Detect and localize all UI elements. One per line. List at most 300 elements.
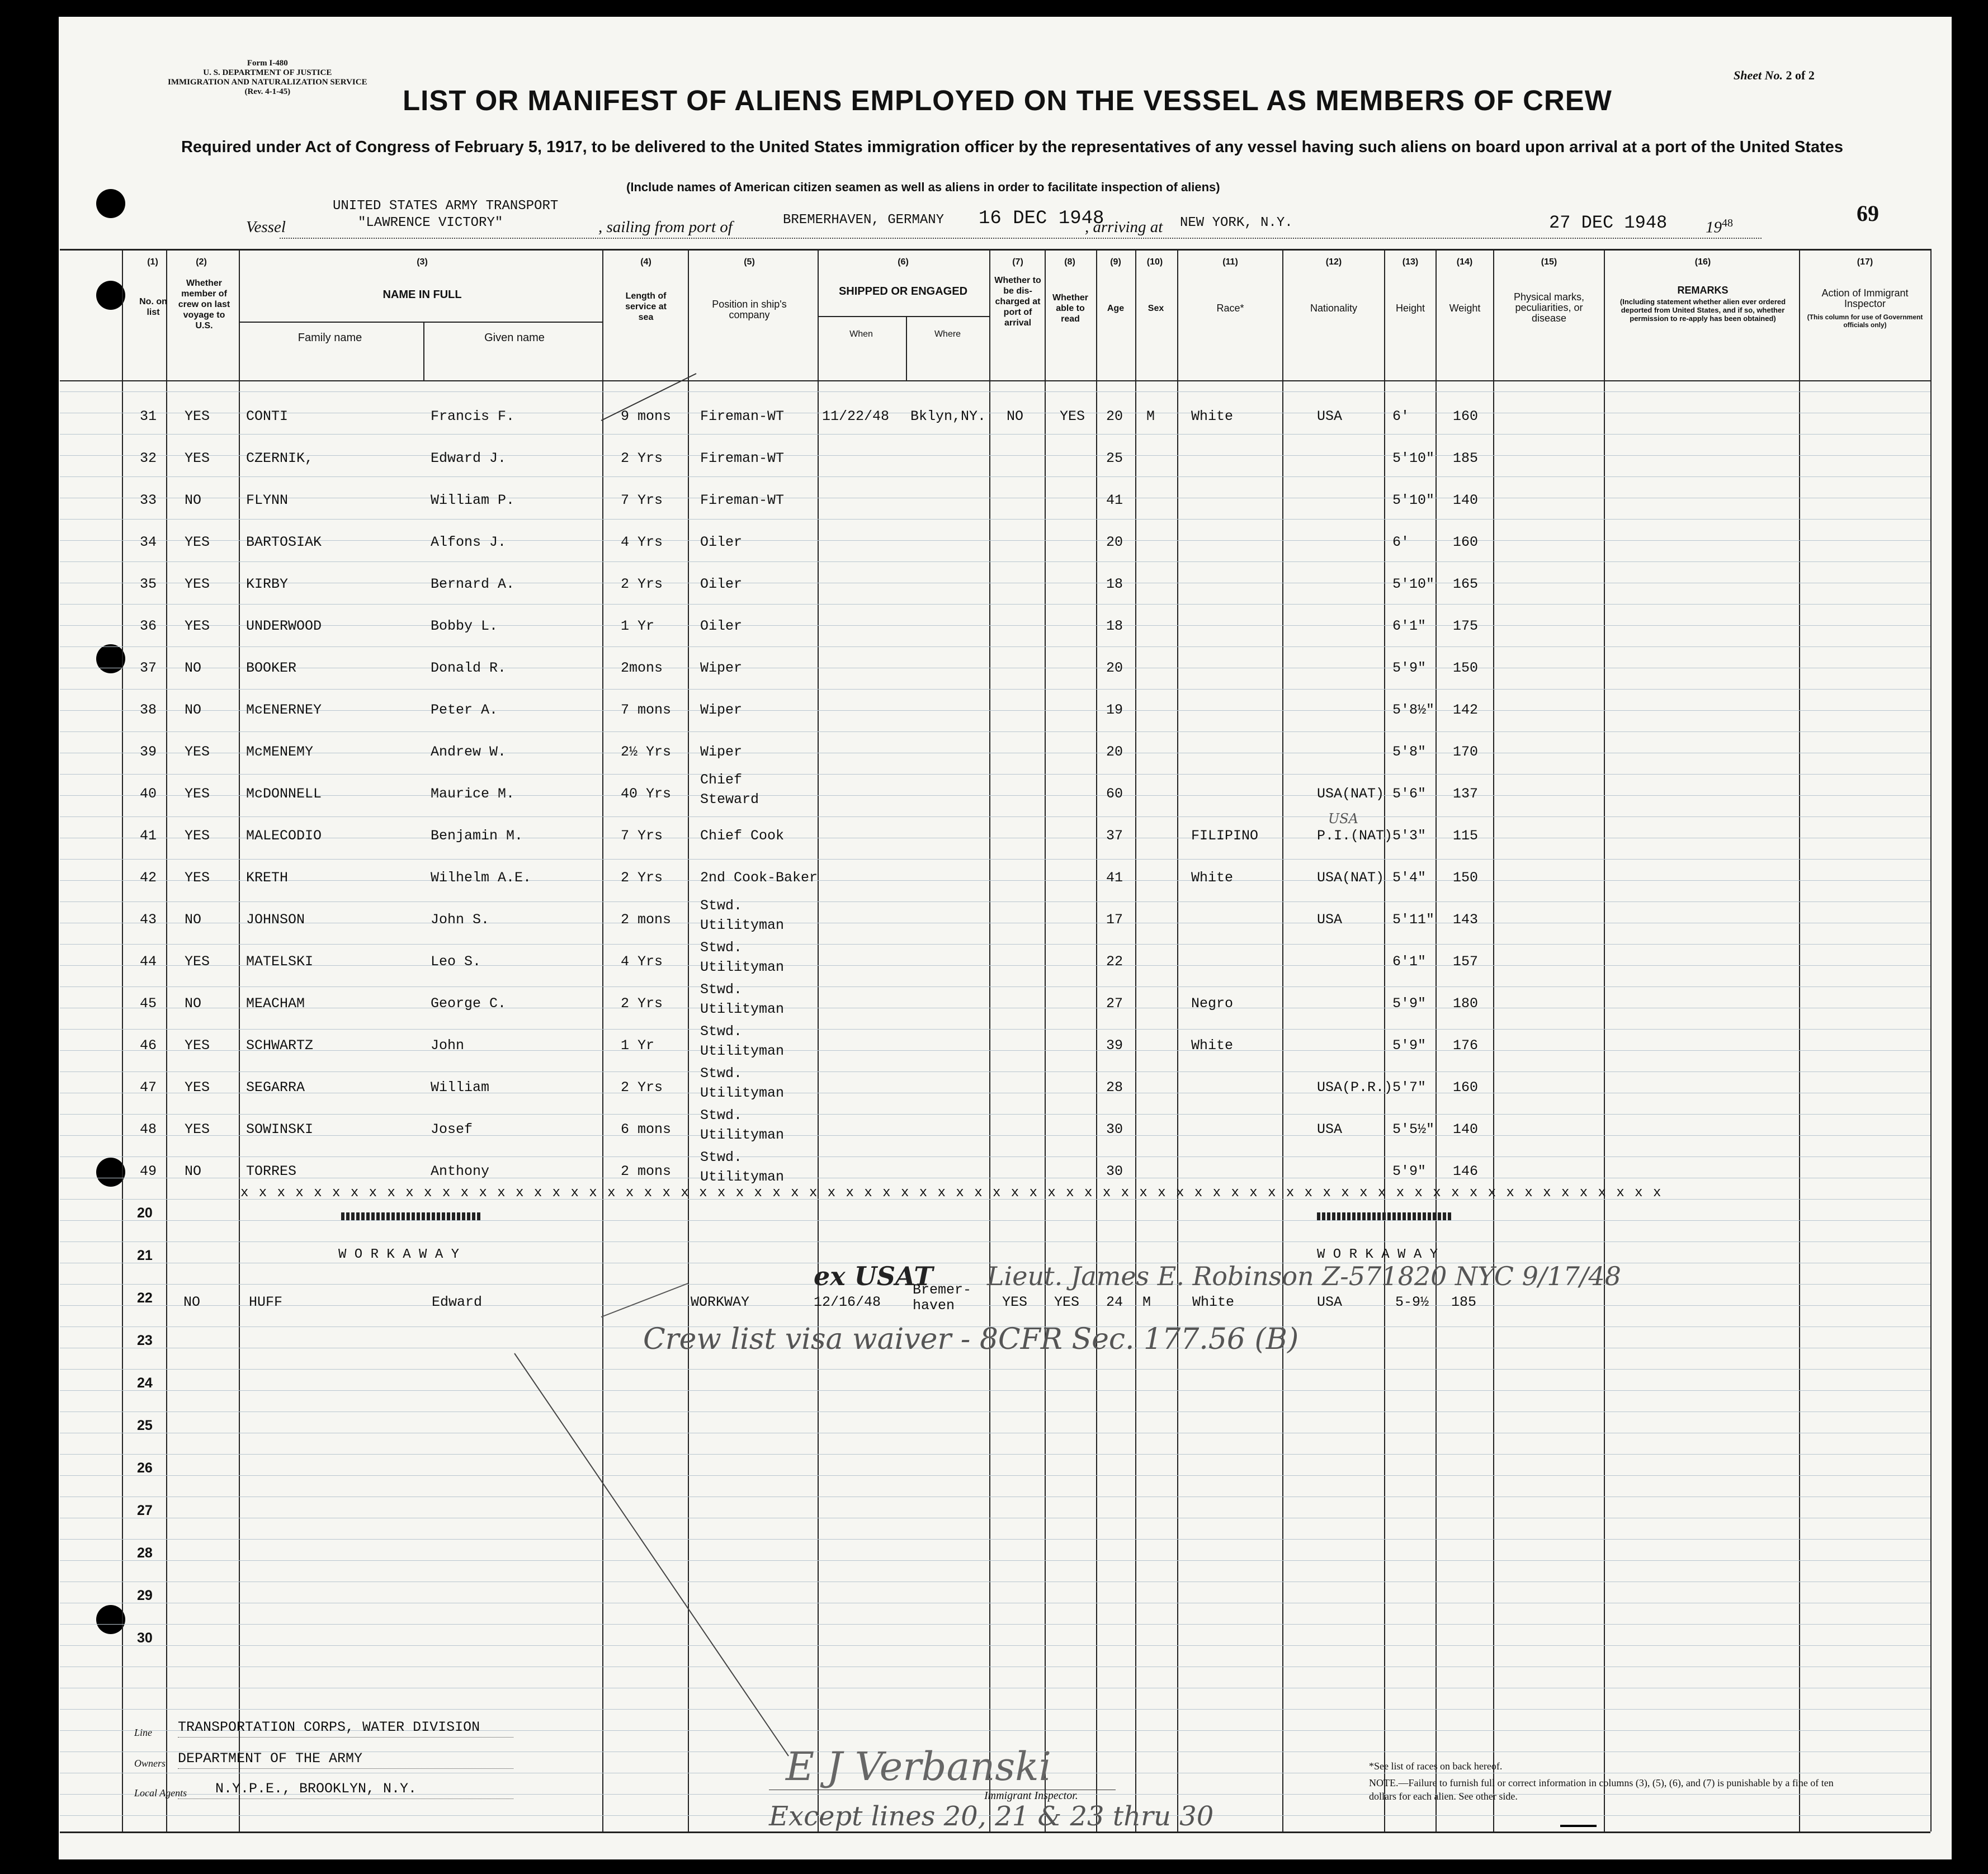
- row-weight: 150: [1453, 870, 1479, 886]
- row-age: 41: [1106, 492, 1123, 508]
- row-age: 18: [1106, 618, 1123, 634]
- row-no: 44: [140, 953, 157, 970]
- row-weight: 180: [1453, 995, 1479, 1012]
- row-service: 4 Yrs: [621, 534, 663, 550]
- remark-handwritten-1: Lieut. James E. Robinson Z-571820 NYC 9/17/48: [987, 1261, 1621, 1291]
- remark-handwritten-2: Crew list visa waiver - 8CFR Sec. 177.56 (B): [643, 1323, 1299, 1356]
- col15-header: Physical marks, peculiarities, or disease: [1513, 291, 1585, 324]
- blank-row-number: 22: [137, 1290, 153, 1306]
- workaway-label-right: W O R K A W A Y: [1317, 1247, 1438, 1262]
- row-given: Wilhelm A.E.: [431, 870, 532, 886]
- inspector-signature: E J Verbanski: [786, 1744, 1052, 1790]
- blank-row-number: 25: [137, 1418, 153, 1433]
- position-line: Stwd.: [700, 1023, 743, 1040]
- page-title: LIST OR MANIFEST OF ALIENS EMPLOYED ON THE VESSEL AS MEMBERS OF CREW: [403, 84, 1612, 116]
- given-name-header: Given name: [484, 332, 545, 344]
- sailing-date-stamp: 16 DEC 1948: [979, 208, 1104, 229]
- row-given: Alfons J.: [431, 534, 507, 550]
- col17-header: Action of Immigrant Inspector: [1821, 287, 1909, 309]
- workaway-race: White: [1192, 1294, 1235, 1310]
- row-crew: YES: [185, 744, 210, 760]
- blank-row-number: 21: [137, 1248, 153, 1263]
- position-line: Chief: [700, 772, 743, 788]
- row-no: 32: [140, 450, 157, 466]
- row-weight: 150: [1453, 660, 1479, 676]
- shipped-when-header: When: [849, 329, 873, 339]
- row-sex: M: [1146, 408, 1155, 424]
- signature-caption: Immigrant Inspector.: [984, 1790, 1078, 1802]
- row-weight: 142: [1453, 702, 1479, 718]
- row-discharged: NO: [1007, 408, 1024, 424]
- workaway-given-name: Edward: [432, 1294, 483, 1310]
- row-crew: YES: [185, 870, 210, 886]
- row-family: SOWINSKI: [246, 1121, 314, 1137]
- workaway-nationality: USA: [1317, 1294, 1343, 1310]
- col10-header: Sex: [1148, 304, 1164, 313]
- col12-number: (12): [1325, 257, 1342, 267]
- row-weight: 185: [1453, 450, 1479, 466]
- row-given: Peter A.: [431, 702, 498, 718]
- row-crew: NO: [185, 912, 202, 928]
- row-nationality: USA(P.R.): [1317, 1079, 1393, 1096]
- row-family: FLYNN: [246, 492, 289, 508]
- row-position: Fireman-WT: [700, 492, 785, 508]
- page-subtitle: Required under Act of Congress of February 5, 1917, to be delivered to the United States immigration officer by the representatives of any vessel having such aliens on board upon arrival at a port of the United States: [181, 138, 1844, 156]
- row-given: Leo S.: [431, 953, 481, 970]
- col5-header: Position in ship's company: [712, 299, 787, 320]
- col6-header: SHIPPED OR ENGAGED: [838, 285, 968, 298]
- line-label: Line: [134, 1727, 153, 1738]
- workaway-label-left: W O R K A W A Y: [338, 1247, 460, 1262]
- row-height: 5'3": [1392, 828, 1427, 844]
- sailing-port: BREMERHAVEN, GERMANY: [783, 213, 945, 228]
- col3-number: (3): [417, 257, 428, 267]
- row-age: 60: [1106, 786, 1123, 802]
- family-name-header: Family name: [298, 332, 362, 344]
- row-nationality: USA: [1317, 912, 1343, 928]
- row-race: White: [1191, 1037, 1234, 1054]
- row-height: 6': [1392, 408, 1410, 424]
- workaway-weight: 185: [1451, 1294, 1477, 1310]
- row-service: 2 Yrs: [621, 870, 663, 886]
- row-height: 5'8": [1392, 744, 1427, 760]
- row-weight: 146: [1453, 1163, 1479, 1179]
- row-service: 2 Yrs: [621, 450, 663, 466]
- row-age: 20: [1106, 660, 1123, 676]
- row-age: 20: [1106, 534, 1123, 550]
- row-family: UNDERWOOD: [246, 618, 322, 634]
- row-weight: 175: [1453, 618, 1479, 634]
- row-service: 2 mons: [621, 1163, 672, 1179]
- row-given: Andrew W.: [431, 744, 507, 760]
- col1-number: (1): [147, 257, 158, 267]
- row-weight: 140: [1453, 1121, 1479, 1137]
- row-no: 31: [140, 408, 157, 424]
- row-age: 18: [1106, 576, 1123, 592]
- row-height: 5'10": [1392, 450, 1435, 466]
- row-family: TORRES: [246, 1163, 297, 1179]
- row-age: 37: [1106, 828, 1123, 844]
- sheet-value: 2 of 2: [1786, 68, 1815, 82]
- row-height: 5'10": [1392, 492, 1435, 508]
- page-number: 69: [1857, 201, 1879, 226]
- col14-header: Weight: [1449, 303, 1481, 314]
- row-height: 6'1": [1392, 953, 1427, 970]
- position-line: Utilityman: [700, 917, 785, 933]
- row-position: Fireman-WT: [700, 450, 785, 466]
- vessel-label: Vessel: [246, 218, 286, 236]
- workaway-discharged: YES: [1002, 1294, 1028, 1310]
- row-age: 22: [1106, 953, 1123, 970]
- row-weight: 176: [1453, 1037, 1479, 1054]
- row-family: KRETH: [246, 870, 289, 886]
- row-given: William P.: [431, 492, 515, 508]
- position-line: Utilityman: [700, 1169, 785, 1185]
- row-position: Oiler: [700, 618, 743, 634]
- row-age: 19: [1106, 702, 1123, 718]
- col12-header: Nationality: [1310, 303, 1358, 314]
- blank-row-number: 27: [137, 1503, 153, 1518]
- col13-number: (13): [1402, 257, 1419, 267]
- row-weight: 157: [1453, 953, 1479, 970]
- blank-row-number: 23: [137, 1333, 153, 1348]
- row-crew: YES: [185, 828, 210, 844]
- remark-prefix-handwritten: ex USAT: [814, 1261, 933, 1291]
- col8-header: Whether able to read: [1052, 293, 1088, 324]
- position-line: Stwd.: [700, 1149, 743, 1165]
- row-crew: YES: [185, 534, 210, 550]
- row-family: BARTOSIAK: [246, 534, 322, 550]
- col15-number: (15): [1541, 257, 1557, 267]
- row-when: 11/22/48: [822, 408, 890, 424]
- row-nationality: P.I.(NAT): [1317, 828, 1393, 844]
- usa-correction-note: USA: [1328, 811, 1358, 827]
- blank-row-number: 28: [137, 1545, 153, 1561]
- row-family: SCHWARTZ: [246, 1037, 314, 1054]
- row-height: 5'8½": [1392, 702, 1435, 718]
- row-weight: 143: [1453, 912, 1479, 928]
- row-weight: 170: [1453, 744, 1479, 760]
- exception-note: Except lines 20, 21 & 23 thru 30: [769, 1801, 1214, 1832]
- form-department: U. S. DEPARTMENT OF JUSTICE: [203, 68, 332, 77]
- row-family: MEACHAM: [246, 995, 305, 1012]
- row-crew: YES: [185, 1037, 210, 1054]
- col9-number: (9): [1110, 257, 1121, 267]
- sailing-label: , sailing from port of: [598, 218, 733, 236]
- workaway-where-2: haven: [913, 1297, 955, 1314]
- vessel-line-1: UNITED STATES ARMY TRANSPORT: [333, 199, 559, 214]
- blank-row-number: 29: [137, 1588, 153, 1603]
- row-no: 36: [140, 618, 157, 634]
- blank-row-number: 30: [137, 1630, 153, 1646]
- row-height: 5'4": [1392, 870, 1427, 886]
- row-age: 28: [1106, 1079, 1123, 1096]
- row-height: 5'6": [1392, 786, 1427, 802]
- workaway-read: YES: [1054, 1294, 1080, 1310]
- row-crew: YES: [185, 618, 210, 634]
- row-age: 25: [1106, 450, 1123, 466]
- row-nationality: USA: [1317, 1121, 1343, 1137]
- row-crew: YES: [185, 450, 210, 466]
- row-height: 6'1": [1392, 618, 1427, 634]
- row-no: 37: [140, 660, 157, 676]
- position-line: Utilityman: [700, 1001, 785, 1017]
- col16-header: REMARKS: [1677, 285, 1729, 296]
- col2-header: Whether member of crew on last voyage to U.S.: [178, 278, 230, 331]
- year-suffix: 48: [1722, 217, 1733, 229]
- row-crew: YES: [185, 786, 210, 802]
- row-family: MATELSKI: [246, 953, 314, 970]
- agents-label: Local Agents: [134, 1787, 187, 1799]
- row-position: Oiler: [700, 576, 743, 592]
- row-given: John: [431, 1037, 465, 1054]
- row-age: 27: [1106, 995, 1123, 1012]
- row-height: 5'9": [1392, 995, 1427, 1012]
- row-service: 4 Yrs: [621, 953, 663, 970]
- row-given: Donald R.: [431, 660, 507, 676]
- row-height: 5'11": [1392, 912, 1435, 928]
- row-family: MALECODIO: [246, 828, 322, 844]
- position-line: Stwd.: [700, 1107, 743, 1124]
- row-where: Bklyn,NY.: [910, 408, 986, 424]
- row-service: 2 Yrs: [621, 995, 663, 1012]
- col14-number: (14): [1456, 257, 1473, 267]
- position-line: Stwd.: [700, 981, 743, 998]
- row-service: 7 Yrs: [621, 492, 663, 508]
- row-crew: NO: [185, 1163, 202, 1179]
- row-no: 42: [140, 870, 157, 886]
- workaway-age: 24: [1106, 1294, 1123, 1310]
- row-no: 46: [140, 1037, 157, 1054]
- row-no: 48: [140, 1121, 157, 1137]
- row-crew: YES: [185, 576, 210, 592]
- position-line: Utilityman: [700, 1085, 785, 1101]
- end-of-list-marker: x x x x x x x x x x x x x x x x x x x x x x x x x x x x x x x x x x x x x x x x x x x x x x x x x x x x x x x x x x x x x x x x x x x x x x x x x x x x x x: [240, 1186, 1663, 1201]
- races-note: *See list of races on back hereof.: [1369, 1760, 1503, 1772]
- row-service: 6 mons: [621, 1121, 672, 1137]
- workaway-sex: M: [1142, 1294, 1151, 1310]
- row-no: 34: [140, 534, 157, 550]
- col2-number: (2): [196, 257, 207, 267]
- row-weight: 160: [1453, 1079, 1479, 1096]
- row-service: 2½ Yrs: [621, 744, 672, 760]
- owners-value: DEPARTMENT OF THE ARMY: [178, 1750, 363, 1767]
- col16-subheader: (Including statement whether alien ever ordered deported from United States, and if so, whether permission to re-apply has been obtained): [1619, 298, 1786, 323]
- col10-number: (10): [1146, 257, 1163, 267]
- row-nationality: USA(NAT): [1317, 786, 1385, 802]
- position-line: Steward: [700, 791, 759, 808]
- row-position: Oiler: [700, 534, 743, 550]
- col6-number: (6): [898, 257, 909, 267]
- vessel-line-2: "LAWRENCE VICTORY": [358, 215, 503, 230]
- form-service: IMMIGRATION AND NATURALIZATION SERVICE: [168, 78, 367, 87]
- row-service: 2 Yrs: [621, 1079, 663, 1096]
- row-height: 5'10": [1392, 576, 1435, 592]
- form-revision: (Rev. 4-1-45): [244, 87, 291, 96]
- row-age: 20: [1106, 744, 1123, 760]
- row-given: William: [431, 1079, 490, 1096]
- arriving-port: NEW YORK, N.Y.: [1180, 215, 1293, 230]
- row-age: 20: [1106, 408, 1123, 424]
- row-no: 40: [140, 786, 157, 802]
- row-no: 33: [140, 492, 157, 508]
- row-crew: NO: [185, 660, 202, 676]
- row-nationality: USA(NAT): [1317, 870, 1385, 886]
- col1-header: No. on list: [139, 297, 167, 317]
- row-given: Edward J.: [431, 450, 507, 466]
- pen-stroke: [601, 374, 696, 421]
- row-age: 30: [1106, 1121, 1123, 1137]
- row-given: Josef: [431, 1121, 473, 1137]
- row-service: 1 Yr: [621, 618, 655, 634]
- row-given: Maurice M.: [431, 786, 515, 802]
- line-value: TRANSPORTATION CORPS, WATER DIVISION: [178, 1719, 480, 1735]
- workaway-where-1: Bremer-: [913, 1282, 972, 1298]
- row-height: 5'7": [1392, 1079, 1427, 1096]
- col7-number: (7): [1012, 257, 1023, 267]
- row-crew: NO: [185, 702, 202, 718]
- row-crew: YES: [185, 1121, 210, 1137]
- col5-number: (5): [744, 257, 755, 267]
- row-no: 43: [140, 912, 157, 928]
- row-service: 40 Yrs: [621, 786, 672, 802]
- workaway-height: 5-9½: [1395, 1294, 1429, 1310]
- row-family: SEGARRA: [246, 1079, 305, 1096]
- pen-stroke: [514, 1353, 788, 1756]
- row-no: 47: [140, 1079, 157, 1096]
- row-no: 38: [140, 702, 157, 718]
- row-race: FILIPINO: [1191, 828, 1259, 844]
- row-family: BOOKER: [246, 660, 297, 676]
- workaway-crew: NO: [183, 1294, 201, 1310]
- col4-header: Length of service at sea: [625, 291, 667, 322]
- col9-header: Age: [1107, 304, 1125, 313]
- row-family: CONTI: [246, 408, 289, 424]
- position-line: Utilityman: [700, 959, 785, 975]
- row-crew: YES: [185, 1079, 210, 1096]
- col13-header: Height: [1395, 303, 1425, 314]
- row-service: 7 mons: [621, 702, 672, 718]
- blank-row-number: 26: [137, 1460, 153, 1476]
- position-line: Stwd.: [700, 898, 743, 914]
- shipped-where-header: Where: [934, 329, 961, 339]
- row-given: Benjamin M.: [431, 828, 523, 844]
- row-service: 2mons: [621, 660, 663, 676]
- row-weight: 160: [1453, 408, 1479, 424]
- workaway-family-name: HUFF: [249, 1294, 283, 1310]
- col4-number: (4): [640, 257, 651, 267]
- row-race: White: [1191, 408, 1234, 424]
- row-nationality: USA: [1317, 408, 1343, 424]
- row-service: 1 Yr: [621, 1037, 655, 1054]
- col11-header: Race*: [1216, 303, 1244, 314]
- row-no: 41: [140, 828, 157, 844]
- blank-row-number: 24: [137, 1375, 153, 1391]
- row-position: Fireman-WT: [700, 408, 785, 424]
- arriving-label: , arriving at: [1085, 218, 1163, 236]
- row-position: Wiper: [700, 660, 743, 676]
- row-weight: 165: [1453, 576, 1479, 592]
- row-given: Bernard A.: [431, 576, 515, 592]
- row-service: 2 mons: [621, 912, 672, 928]
- row-weight: 160: [1453, 534, 1479, 550]
- row-height: 5'9": [1392, 660, 1427, 676]
- workaway-position: WORKWAY: [691, 1294, 750, 1310]
- position-line: Utilityman: [700, 1127, 785, 1143]
- row-read: YES: [1060, 408, 1085, 424]
- row-no: 39: [140, 744, 157, 760]
- workaway-when: 12/16/48: [814, 1294, 881, 1310]
- row-age: 39: [1106, 1037, 1123, 1054]
- form-number: Form I-480: [247, 59, 288, 68]
- row-given: Bobby L.: [431, 618, 498, 634]
- position-line: Stwd.: [700, 940, 743, 956]
- row-given: John S.: [431, 912, 490, 928]
- row-race: White: [1191, 870, 1234, 886]
- agents-value: N.Y.P.E., BROOKLYN, N.Y.: [215, 1781, 417, 1797]
- col17-subheader: (This column for use of Government officials only): [1807, 313, 1923, 329]
- sheet-label: Sheet No.: [1734, 68, 1783, 82]
- row-height: 5'9": [1392, 1037, 1427, 1054]
- row-crew: YES: [185, 408, 210, 424]
- row-family: McENERNEY: [246, 702, 322, 718]
- position-line: Stwd.: [700, 1065, 743, 1082]
- row-no: 35: [140, 576, 157, 592]
- row-position: Wiper: [700, 744, 743, 760]
- col7-header: Whether to be dis-charged at port of arrival: [994, 276, 1041, 328]
- row-age: 41: [1106, 870, 1123, 886]
- row-position: Wiper: [700, 702, 743, 718]
- row-family: McMENEMY: [246, 744, 314, 760]
- col17-number: (17): [1857, 257, 1873, 267]
- row-age: 17: [1106, 912, 1123, 928]
- penalty-note: NOTE.—Failure to furnish full or correct information in columns (3), (5), (6), and (7) is punishable by a fine of ten dollars for each alien. See other side.: [1369, 1777, 1834, 1802]
- arrival-date-stamp: 27 DEC 1948: [1549, 213, 1668, 233]
- row-service: 2 Yrs: [621, 576, 663, 592]
- row-family: CZERNIK,: [246, 450, 314, 466]
- col3-header: NAME IN FULL: [383, 289, 462, 301]
- row-height: 5'5½": [1392, 1121, 1435, 1137]
- row-crew: NO: [185, 492, 202, 508]
- row-family: McDONNELL: [246, 786, 322, 802]
- row-no: 45: [140, 995, 157, 1012]
- page-note: (Include names of American citizen seamen as well as aliens in order to facilitate inspection of aliens): [626, 180, 1220, 194]
- row-age: 30: [1106, 1163, 1123, 1179]
- row-given: Anthony: [431, 1163, 490, 1179]
- row-weight: 140: [1453, 492, 1479, 508]
- row-position: 2nd Cook-Baker: [700, 870, 818, 886]
- row-service: 9 mons: [621, 408, 672, 424]
- owners-label: Owners: [134, 1758, 166, 1769]
- year-prefix: 19: [1706, 218, 1722, 237]
- row-crew: NO: [185, 995, 202, 1012]
- col8-number: (8): [1064, 257, 1075, 267]
- position-line: Utilityman: [700, 1043, 785, 1059]
- row-family: JOHNSON: [246, 912, 305, 928]
- row-given: Francis F.: [431, 408, 515, 424]
- row-race: Negro: [1191, 995, 1234, 1012]
- blank-row-number: 20: [137, 1205, 153, 1221]
- row-no: 49: [140, 1163, 157, 1179]
- row-service: 7 Yrs: [621, 828, 663, 844]
- row-weight: 137: [1453, 786, 1479, 802]
- row-position: Chief Cook: [700, 828, 785, 844]
- col16-number: (16): [1694, 257, 1711, 267]
- row-crew: YES: [185, 953, 210, 970]
- col11-number: (11): [1222, 257, 1238, 267]
- row-given: George C.: [431, 995, 507, 1012]
- row-height: 6': [1392, 534, 1410, 550]
